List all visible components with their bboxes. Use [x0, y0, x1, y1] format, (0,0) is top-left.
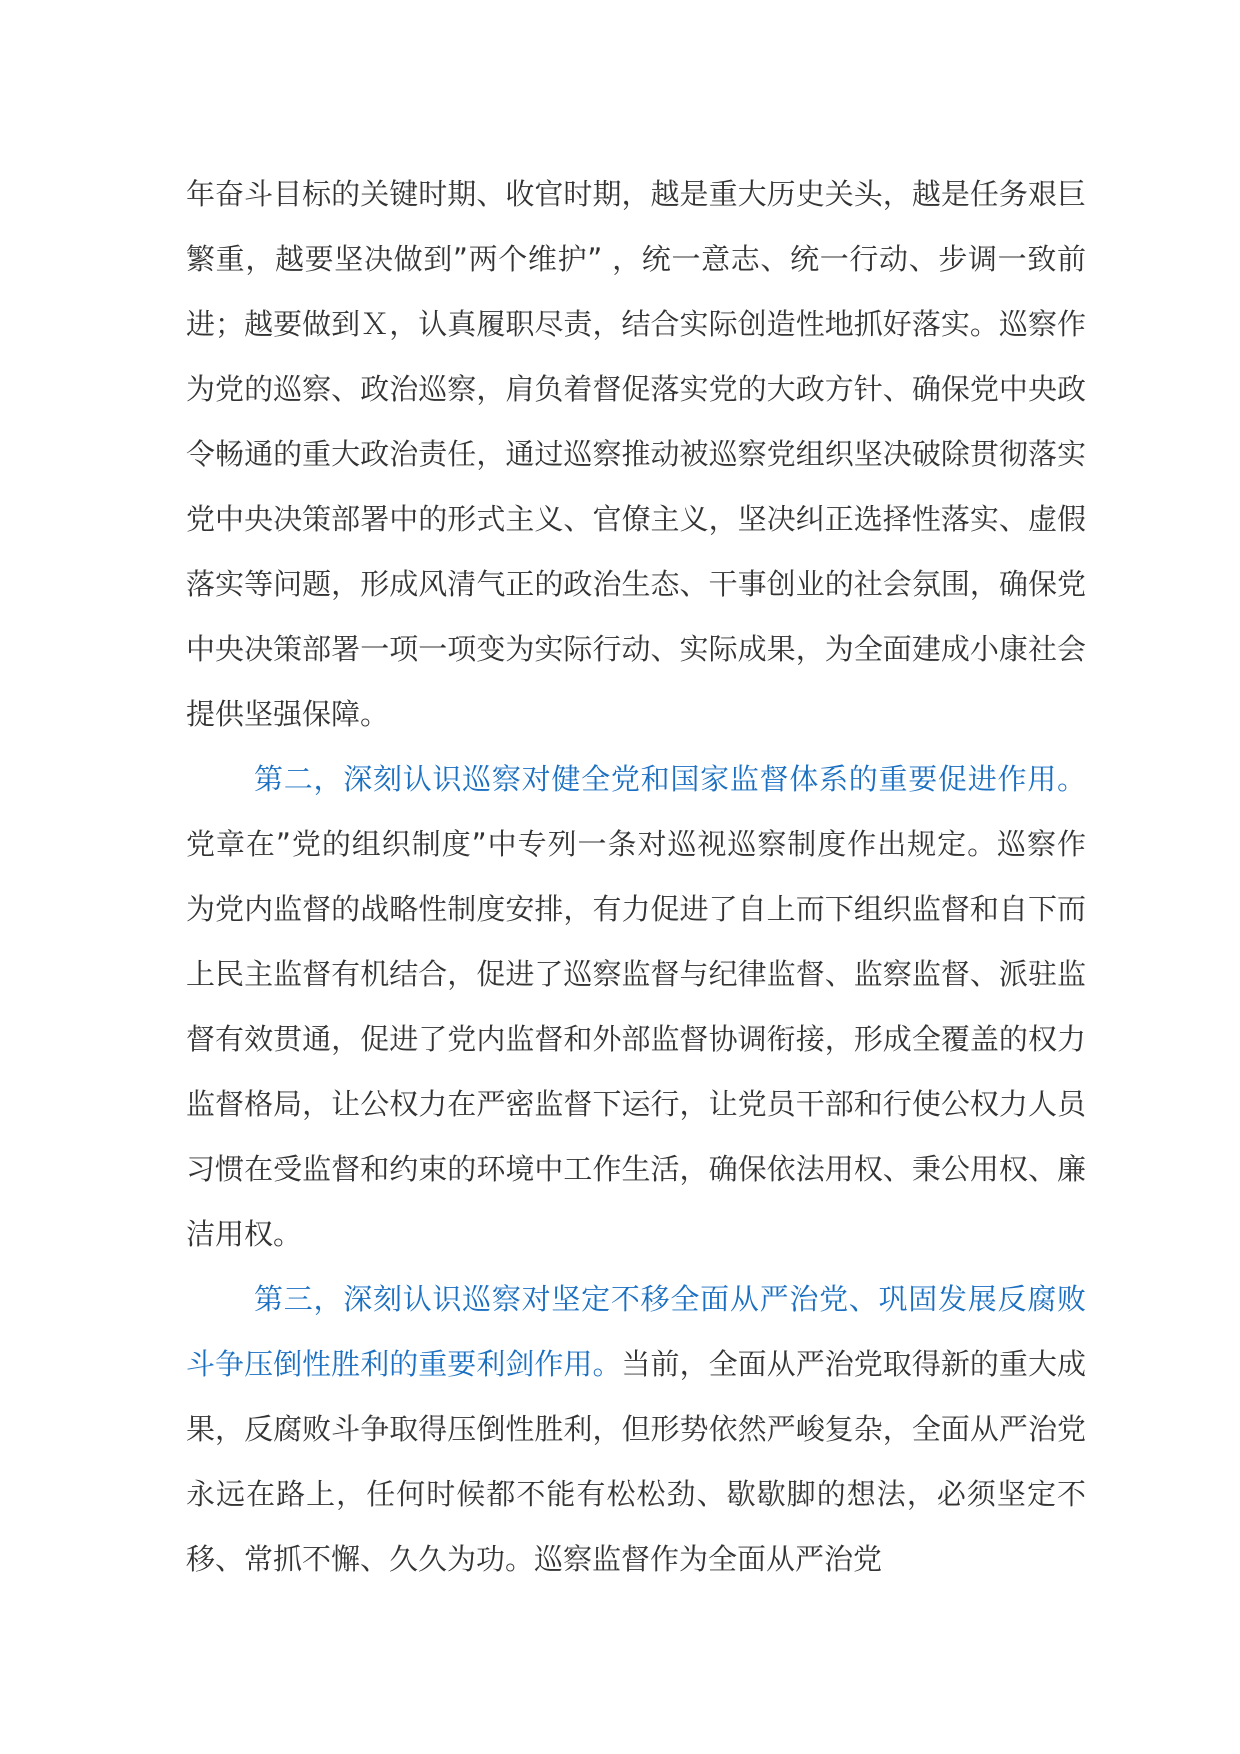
- paragraph-3: [186, 1267, 1086, 1592]
- paragraph-2-text: 党章在”党的组织制度”中专列一条对巡视巡察制度作出规定。巡察作为党内监督的战略性制度安排，有力促进了自上而下组织监督和自下而上民主监督有机结合，促进了巡察监督与纪律监督、监察监督、派驻监督有效贯通，促进了党内监督和外部监督协调衔接，形成全覆盖的权力监督格局，让公权力在严密监督下运行，让党员干部和行使公权力人员习惯在受监督和约束的环境中工作生活，确保依法用权、秉公用权、廉洁用权。: [186, 827, 1086, 1251]
- paragraph-1: [186, 162, 1086, 747]
- paragraph-2: [186, 747, 1086, 1267]
- paragraph-3-text: 当前，全面从严治党取得新的重大成果，反腐败斗争取得压倒性胜利，但形势依然严峻复杂，全面从严治党永远在路上，任何时候都不能有松松劲、歇歇脚的想法，必须坚定不移、常抓不懈、久久为功。巡察监督作为全面从严治党: [186, 1347, 1086, 1576]
- section-heading-2: 第二，深刻认识巡察对健全党和国家监督体系的重要促进作用。: [254, 762, 1086, 796]
- document-body: [186, 162, 1086, 1592]
- section-heading-3: 第三，深刻认识巡察对坚定不移全面从严治党、巩固发展反腐败斗争压倒性胜利的重要利剑作用。: [186, 1282, 1086, 1381]
- paragraph-1-text: 年奋斗目标的关键时期、收官时期，越是重大历史关头，越是任务艰巨繁重，越要坚决做到”两个维护” ，统一意志、统一行动、步调一致前进；越要做到Ｘ，认真履职尽责，结合实际创造性地抓好落实。巡察作为党的巡察、政治巡察，肩负着督促落实党的大政方针、确保党中央政令畅通的重大政治责任，通过巡察推动被巡察党组织坚决破除贯彻落实党中央决策部署中的形式主义、官僚主义，坚决纠正选择性落实、虚假落实等问题，形成风清气正的政治生态、干事创业的社会氛围，确保党中央决策部署一项一项变为实际行动、实际成果，为全面建成小康社会提供坚强保障。: [186, 177, 1086, 731]
